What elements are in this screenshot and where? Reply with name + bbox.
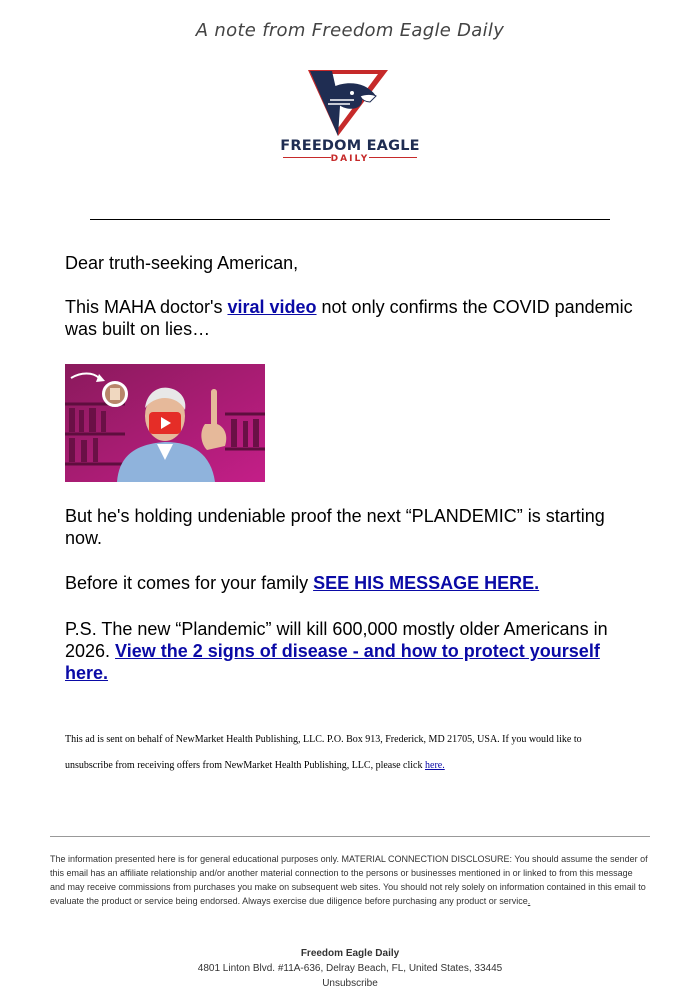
logo-wordmark: FREEDOM EAGLE — [280, 138, 420, 154]
paragraph-2: But he's holding undeniable proof the next “PLANDEMIC” is starting now. — [65, 506, 605, 548]
top-divider — [90, 219, 610, 220]
ad-notice-line-2 — [65, 760, 655, 771]
logo-subtitle: DAILY — [330, 154, 370, 164]
ad-unsubscribe-link[interactable]: here. — [425, 760, 445, 771]
see-message-link[interactable]: SEE HIS MESSAGE HERE. — [313, 573, 540, 593]
disclosure-end: . — [527, 896, 531, 906]
paragraph-3 — [65, 572, 645, 594]
footer-company: Freedom Eagle Daily — [300, 948, 400, 959]
disclosure-text: The information presented here is for general educational purposes only. MATERIAL CONNECTION DISCLOSURE: You should assume the sender of this email has an affiliate relationship and/or another material connection to the persons or businesses mentioned in or linked to from this message and may receive commissions from purchases you make on subsequent web sites. You should not rely solely on information contained in this email to evaluate the product or service being endorsed. Always exercise due diligence before purchasing any product or service — [50, 854, 648, 906]
paragraph-3-start: Before it comes for your family — [65, 573, 314, 593]
disclosure — [50, 852, 650, 908]
header-note: A note from Freedom Eagle Daily — [195, 20, 505, 41]
ad-notice-line-1: This ad is sent on behalf of NewMarket Health Publishing, LLC. P.O. Box 913, Frederick, MD 21705, USA. If you would like to — [65, 734, 582, 745]
signs-of-disease-link[interactable]: View the 2 signs of disease - and how to protect yourself here. — [65, 641, 600, 683]
paragraph-4-start: P.S. The new “Plandemic” will kill 600,000 mostly older Americans in 2026. — [65, 619, 608, 661]
paragraph-1-start: This MAHA doctor's — [65, 297, 228, 317]
eagle-shield-icon — [280, 66, 420, 138]
play-button-icon[interactable] — [149, 412, 181, 434]
paragraph-4 — [65, 618, 625, 684]
greeting: Dear truth-seeking American, — [65, 253, 299, 273]
paragraph-1 — [65, 296, 645, 340]
brand-logo — [280, 66, 420, 170]
footer-unsubscribe-link[interactable]: Unsubscribe — [322, 978, 378, 989]
video-thumbnail[interactable] — [65, 364, 265, 482]
paragraph-1-end: not only confirms the COVID pandemic was built on lies… — [65, 297, 633, 339]
ad-notice-line-2-text: unsubscribe from receiving offers from NewMarket Health Publishing, LLC, please click — [65, 760, 425, 771]
bottom-divider — [50, 836, 650, 837]
footer-address: 4801 Linton Blvd. #11A-636, Delray Beach, FL, United States, 33445 — [197, 963, 503, 974]
viral-video-link[interactable]: viral video — [227, 297, 317, 317]
